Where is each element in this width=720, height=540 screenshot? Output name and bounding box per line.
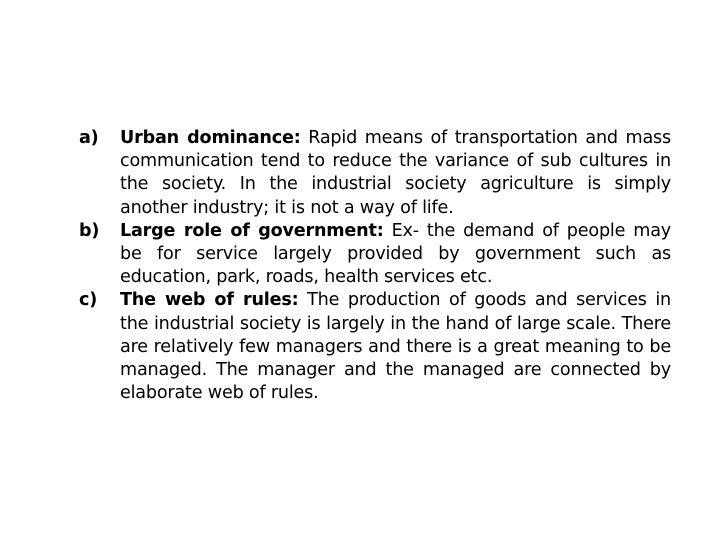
list-item-b [79,220,671,290]
list-text: Ex- the demand of people may be for service largely provided by government such as education, park, roads, health services etc. [120,220,671,288]
bullet-list [79,127,671,405]
list-marker: c) [79,290,98,311]
list-term: Urban dominance: [120,128,301,148]
list-term: The web of rules: [120,290,299,311]
list-item-a [79,127,671,220]
list-marker: b) [79,220,100,241]
list-text: Rapid means of transportation and mass communication tend to reduce the variance of sub cultures in the society. In the industrial society agriculture is simply another industry; it is not a way of life. [120,128,671,218]
list-marker: a) [79,128,99,148]
list-text: The production of goods and services in the industrial society is largely in the hand of large scale. There are relatively few managers and there is a great meaning to be managed. The manager and the managed are connected by elaborate web of rules. [120,290,671,404]
list-item-c [79,289,671,405]
list-term: Large role of government: [120,220,384,241]
